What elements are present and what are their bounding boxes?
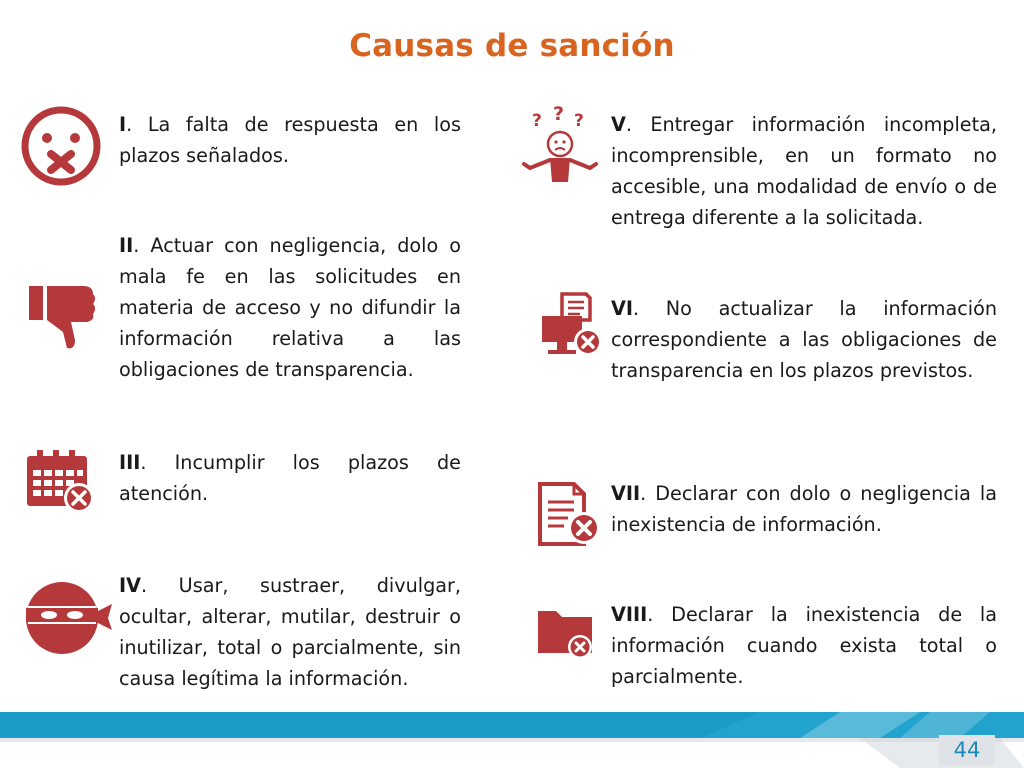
thumbs-down-icon bbox=[27, 280, 99, 352]
item-number: V bbox=[611, 113, 626, 136]
item-description: Usar, sustraer, divulgar, ocultar, alterar, mutilar, destruir o inutilizar, total o parcialmente, sin causa legítima la información. bbox=[119, 574, 461, 690]
item-number: VI bbox=[611, 297, 633, 320]
item-description: Incumplir los plazos de atención. bbox=[119, 451, 461, 505]
item-description: No actualizar la información correspondiente a las obligaciones de transparencia en los plazos previstos. bbox=[611, 297, 997, 382]
svg-text:?: ? bbox=[553, 106, 565, 125]
item-number: II bbox=[119, 234, 134, 257]
item-number: VIII bbox=[611, 603, 648, 626]
svg-text:?: ? bbox=[532, 111, 542, 131]
item-description: Actuar con negligencia, dolo o mala fe en las solicitudes en materia de acceso y no difundir la información relativa a las obligaciones de transparencia. bbox=[119, 234, 461, 381]
item-text-1: I. La falta de respuesta en los plazos señalados. bbox=[119, 113, 461, 167]
item-text-2: II. Actuar con negligencia, dolo o mala fe en las solicitudes en materia de acceso y no difundir la información relativa a las obligaciones de transparencia. bbox=[119, 234, 461, 381]
svg-text:?: ? bbox=[574, 111, 584, 131]
item-number: IV bbox=[119, 574, 141, 597]
confused-person-icon bbox=[520, 106, 600, 186]
silenced-face-icon bbox=[20, 104, 102, 188]
computer-document-cancel-icon bbox=[540, 292, 604, 358]
item-text-4: IV. Usar, sustraer, divulgar, ocultar, alterar, mutilar, destruir o inutilizar, total o parcialmente, sin causa legítima la información. bbox=[119, 574, 461, 690]
item-description: Declarar la inexistencia de la información cuando exista total o parcialmente. bbox=[611, 603, 997, 688]
item-description: Declarar con dolo o negligencia la inexistencia de información. bbox=[611, 482, 997, 536]
calendar-cancel-icon bbox=[25, 448, 97, 514]
item-description: Entregar información incompleta, incomprensible, en un formato no accesible, una modalidad de envío o de entrega diferente a la solicitada. bbox=[611, 113, 997, 229]
footer-decoration bbox=[0, 712, 1024, 768]
item-text-6: VI. No actualizar la información correspondiente a las obligaciones de transparencia en los plazos previstos. bbox=[611, 297, 997, 382]
slide-title: Causas de sanción bbox=[349, 28, 675, 64]
page-number: 44 bbox=[939, 735, 995, 765]
item-description: La falta de respuesta en los plazos señalados. bbox=[119, 113, 461, 167]
item-text-3: III. Incumplir los plazos de atención. bbox=[119, 451, 461, 505]
document-cancel-icon bbox=[536, 482, 602, 548]
item-number: VII bbox=[611, 482, 641, 505]
item-text-8: VIII. Declarar la inexistencia de la información cuando exista total o parcialmente. bbox=[611, 603, 997, 688]
item-text-5: V. Entregar información incompleta, incomprensible, en un formato no accesible, una modalidad de envío o de entrega diferente a la solicitada. bbox=[611, 113, 997, 229]
item-number: I bbox=[119, 113, 127, 136]
folder-cancel-icon bbox=[536, 605, 600, 661]
item-number: III bbox=[119, 451, 141, 474]
item-text-7: VII. Declarar con dolo o negligencia la inexistencia de información. bbox=[611, 482, 997, 536]
masked-thief-icon bbox=[22, 572, 114, 664]
